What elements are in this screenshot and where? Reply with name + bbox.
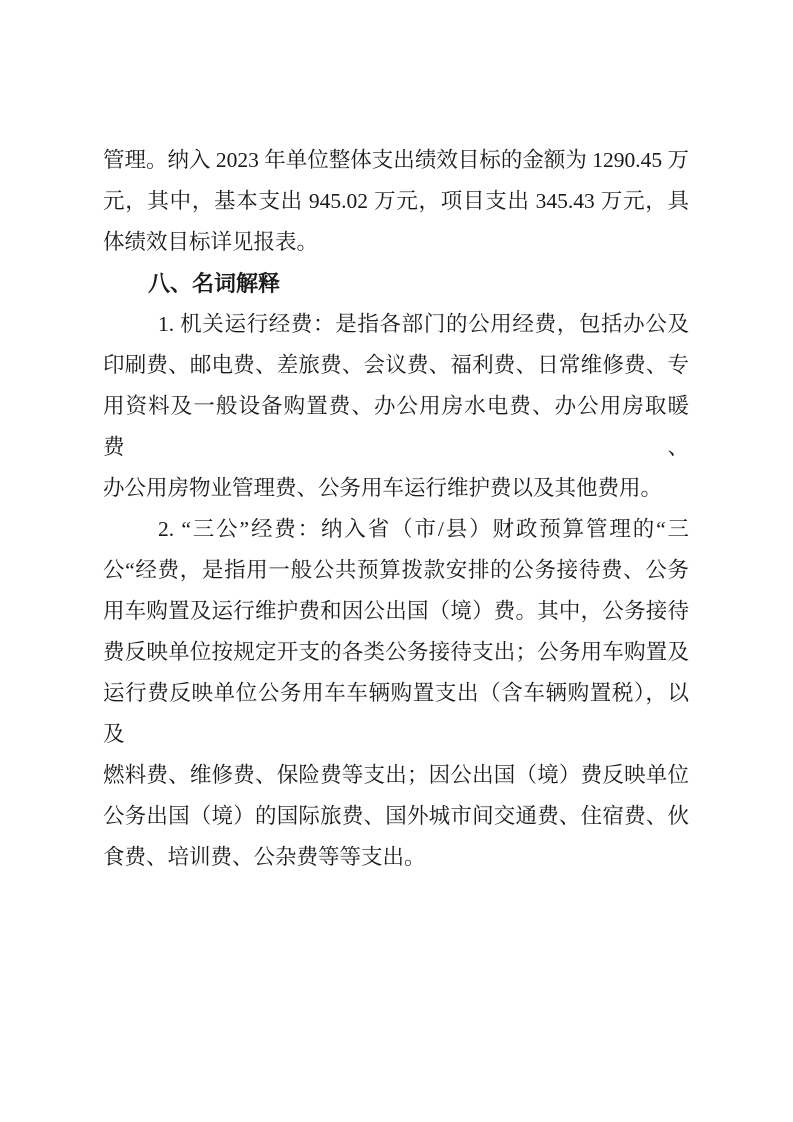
paragraph-line: 印刷费、邮电费、差旅费、会议费、福利费、日常维修费、专: [103, 353, 689, 377]
paragraph-line: 体绩效目标详见报表。: [103, 230, 319, 254]
paragraph-line: 1. 机关运行经费：是指各部门的公用经费，包括办公及: [158, 312, 689, 336]
paragraph-line: 用资料及一般设备购置费、办公用房水电费、办公用房取暖费、: [103, 394, 689, 459]
paragraph-line: 公务出国（境）的国际旅费、国外城市间交通费、住宿费、伙: [103, 804, 689, 828]
paragraph-line: 办公用房物业管理费、公务用车运行维护费以及其他费用。: [103, 476, 663, 500]
section-heading: 八、名词解释: [148, 271, 281, 296]
paragraph-line: 元，其中，基本支出 945.02 万元，项目支出 345.43 万元，具: [103, 189, 689, 213]
paragraph-line: 管理。纳入 2023 年单位整体支出绩效目标的金额为 1290.45 万: [103, 148, 689, 172]
paragraph-line: 燃料费、维修费、保险费等支出；因公出国（境）费反映单位: [103, 763, 689, 787]
paragraph-line: 2. “三公”经费：纳入省（市/县）财政预算管理的“三: [158, 517, 689, 541]
document-content: [103, 140, 689, 878]
paragraph-line: 用车购置及运行维护费和因公出国（境）费。其中，公务接待: [103, 599, 689, 623]
paragraph-line: 食费、培训费、公杂费等等支出。: [103, 845, 426, 869]
paragraph-line: 费反映单位按规定开支的各类公务接待支出；公务用车购置及: [103, 640, 689, 664]
paragraph-line: 公“经费，是指用一般公共预算拨款安排的公务接待费、公务: [103, 558, 689, 582]
paragraph-line: 运行费反映单位公务用车车辆购置支出（含车辆购置税），以及: [103, 681, 689, 746]
